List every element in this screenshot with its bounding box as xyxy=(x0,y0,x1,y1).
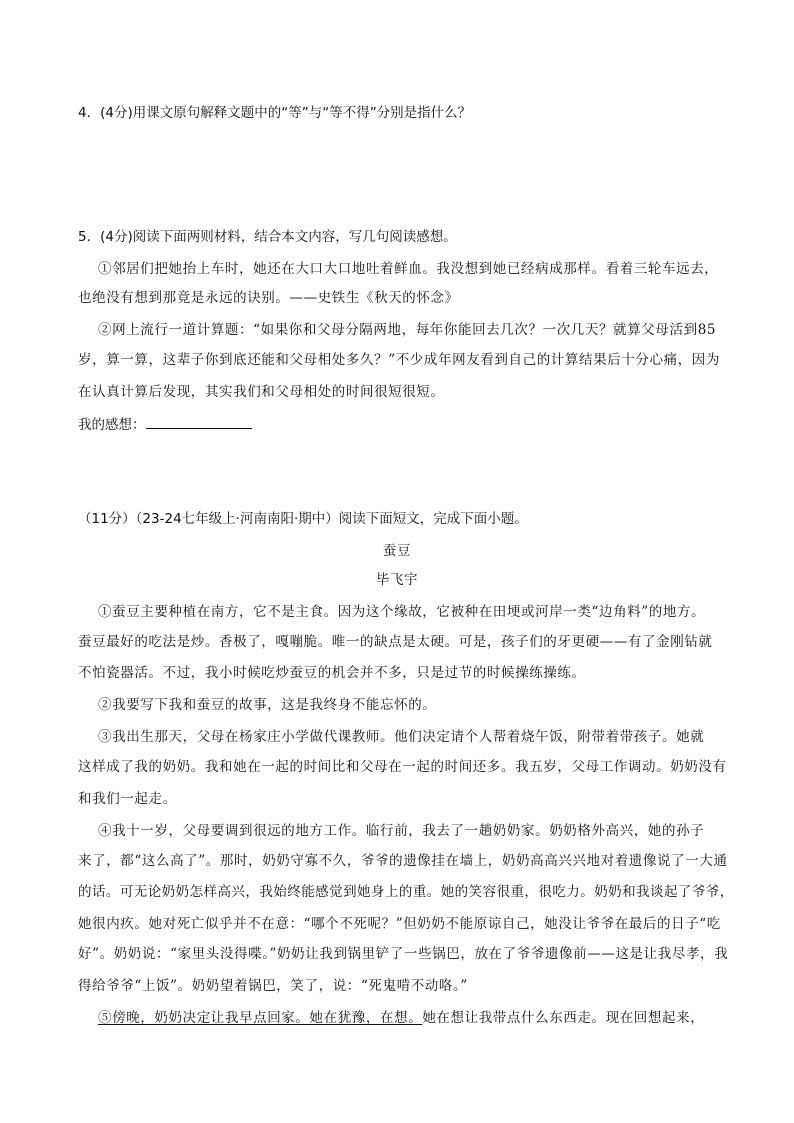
underlined-sentence: ⑤傍晚，奶奶决定让我早点回家。她在犹豫，在想。 xyxy=(98,1010,423,1026)
question-4: 4．(4分)用课文原句解释文题中的“等”与“等不得”分别是指什么？ xyxy=(78,105,472,121)
paragraph-4-line-1: ④我十一岁，父母要调到很远的地方工作。临行前，我去了一趟奶奶家。奶奶格外高兴，她的孙子 xyxy=(98,823,705,839)
answer-row xyxy=(78,414,252,435)
paragraph-1-line-1: ①蚕豆主要种植在南方，它不是主食。因为这个缘故，它被种在田埂或河岸一类“边角料”的地方。 xyxy=(98,604,706,620)
paragraph-4-line-6: 得给爷爷“上饭”。奶奶望着锅巴，笑了，说：“死鬼啃不动咯。” xyxy=(78,978,468,994)
answer-blank[interactable] xyxy=(146,414,252,429)
paragraph-3-line-2: 这样成了我的奶奶。我和她在一起的时间比和父母在一起的时间还多。我五岁，父母工作调动。奶奶没有 xyxy=(78,759,727,775)
question-5: 5．(4分)阅读下面两则材料，结合本文内容，写几句阅读感想。 xyxy=(78,229,457,245)
paragraph-5-rest: 她在想让我带点什么东西走。现在回想起来， xyxy=(422,1010,705,1026)
paragraph-3-line-3: 和我们一起走。 xyxy=(78,791,177,807)
answer-label: 我的感想： xyxy=(78,417,146,433)
paragraph-2-line-1: ②我要写下我和蚕豆的故事，这是我终身不能忘怀的。 xyxy=(98,697,437,713)
material-1-line-1: ①邻居们把她抬上车时，她还在大口大口地吐着鲜血。我没想到她已经病成那样。看着三轮车远去， xyxy=(98,261,719,277)
material-2-line-3: 在认真计算后发现，其实我们和父母相处的时间很短很短。 xyxy=(78,384,445,400)
section-header: （11分）（23-24七年级上·河南南阳·期中）阅读下面短文，完成下面小题。 xyxy=(78,511,528,527)
paragraph-1-line-3: 不怕瓷器活。不过，我小时候吃炒蚕豆的机会并不多，只是过节的时候操练操练。 xyxy=(78,665,586,681)
paragraph-4-line-3: 的话。可无论奶奶怎样高兴，我始终能感觉到她身上的重。她的笑容很重，很吃力。奶奶和我谈起了爷爷， xyxy=(78,884,734,900)
paragraph-4-line-5: 好”。奶奶说：“家里头没得喋。”奶奶让我到锅里铲了一些锅巴，放在了爷爷遗像前——这是让我尽孝，我 xyxy=(78,946,729,962)
article-title: 蚕豆 xyxy=(382,543,412,559)
paragraph-4-line-4: 她很内疚。她对死亡似乎并不在意：“哪个不死呢？”但奶奶不能原谅自己，她没让爷爷在最后的日子“吃 xyxy=(78,916,721,932)
paragraph-5-line-1 xyxy=(98,1008,704,1028)
paragraph-1-line-2: 蚕豆最好的吃法是炒。香极了，嘎嘣脆。唯一的缺点是太硬。可是，孩子们的牙更硬——有了金刚钻就 xyxy=(78,634,713,650)
material-1-line-2: 也绝没有想到那竟是永远的诀别。——史铁生《秋天的怀念》 xyxy=(78,290,459,306)
paragraph-4-line-2: 来了，都“这么高了”。那时，奶奶守寡不久，爷爷的遗像挂在墙上，奶奶高高兴兴地对着遗像说了一大通 xyxy=(78,853,728,869)
material-2-line-2: 岁，算一算，这辈子你到底还能和父母相处多久？”不少成年网友看到自己的计算结果后十分心痛，因为 xyxy=(78,352,720,368)
paragraph-3-line-1: ③我出生那天，父母在杨家庄小学做代课教师。他们决定请个人帮着烧午饭，附带着带孩子。她就 xyxy=(98,729,705,745)
article-author: 毕飞宇 xyxy=(375,572,419,588)
material-2-line-1: ②网上流行一道计算题：“如果你和父母分隔两地，每年你能回去几次？一次几天？就算父母活到85 xyxy=(98,322,717,338)
